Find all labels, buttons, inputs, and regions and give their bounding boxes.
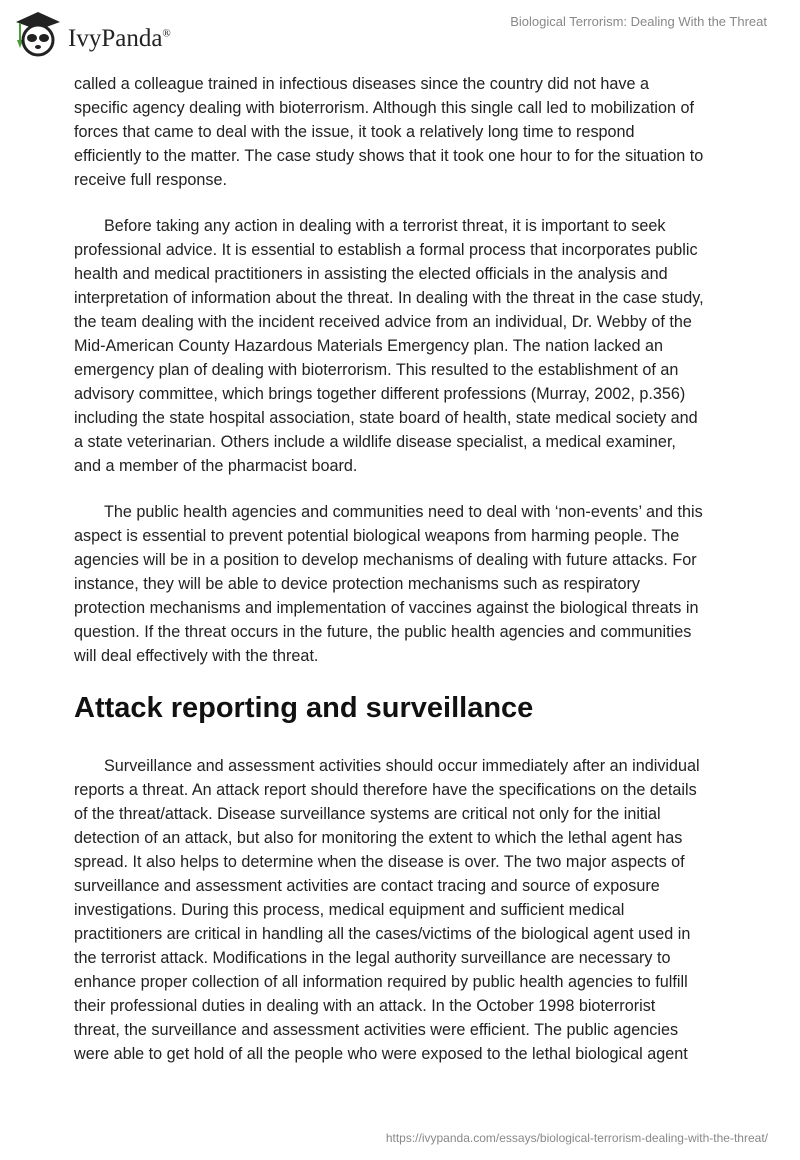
text-line: aspect is essential to prevent potential biological weapons from harming people. The — [74, 527, 680, 545]
text-line: Mid-American County Hazardous Materials Emergency plan. The nation lacked an — [74, 337, 664, 355]
text-line: emergency plan of dealing with bioterrorism. This resulted to the establishment of an — [74, 361, 679, 379]
text-line: and a member of the pharmacist board. — [74, 457, 358, 475]
section-heading: Attack reporting and surveillance — [74, 692, 534, 724]
text-line: spread. It also helps to determine when the disease is over. The two major aspects of — [74, 853, 685, 871]
text-line: advisory committee, which brings together different professions (Murray, 2002, p.356) — [74, 385, 686, 403]
paragraph — [74, 214, 754, 478]
ivypanda-logo[interactable] — [12, 8, 171, 58]
text-line: the team dealing with the incident received advice from an individual, Dr. Webby of the — [74, 313, 692, 331]
essay-content — [74, 72, 754, 1088]
text-line: interpretation of information about the threat. In dealing with the threat in the case study, — [74, 289, 704, 307]
paragraph — [74, 72, 754, 192]
text-line: surveillance and assessment activities are contact tracing and source of exposure — [74, 877, 660, 895]
text-line: receive full response. — [74, 171, 227, 189]
text-line: the terrorist attack. Modifications in the legal authority surveillance are necessary to — [74, 949, 671, 967]
panda-graduate-icon — [12, 8, 62, 58]
text-line: will deal effectively with the threat. — [74, 647, 319, 665]
source-url-link[interactable]: https://ivypanda.com/essays/biological-terrorism-dealing-with-the-threat/ — [385, 1131, 768, 1145]
text-line: health and medical practitioners in assisting the elected officials in the analysis and — [74, 265, 668, 283]
text-line: forces that came to deal with the issue, it took a relatively long time to respond — [74, 123, 635, 141]
text-line: were able to get hold of all the people who were exposed to the lethal biological agent — [74, 1045, 688, 1063]
text-line: investigations. During this process, medical equipment and sufficient medical — [74, 901, 625, 919]
text-line: agencies will be in a position to develop mechanisms of dealing with future attacks. For — [74, 551, 697, 569]
text-line: including the state hospital association, state board of health, state medical society and — [74, 409, 698, 427]
text-line: The public health agencies and communities need to deal with ‘non-events’ and this — [104, 503, 703, 521]
text-line: Surveillance and assessment activities should occur immediately after an individual — [104, 757, 700, 775]
text-line: Before taking any action in dealing with a terrorist threat, it is important to seek — [104, 217, 666, 235]
text-line: protection mechanisms and implementation of vaccines against the biological threats in — [74, 599, 699, 617]
text-line: reports a threat. An attack report should therefore have the specifications on the details — [74, 781, 697, 799]
brand-name: IvyPanda — [68, 25, 163, 52]
text-line: specific agency dealing with bioterrorism. Although this single call led to mobilization of — [74, 99, 694, 117]
text-line: professional advice. It is essential to establish a formal process that incorporates public — [74, 241, 698, 259]
text-line: their professional duties in dealing with an attack. In the October 1998 bioterrorist — [74, 997, 656, 1015]
text-line: detection of an attack, but also for monitoring the extent to which the lethal agent has — [74, 829, 683, 847]
text-line: called a colleague trained in infectious diseases since the country did not have a — [74, 75, 650, 93]
text-line: a state veterinarian. Others include a wildlife disease specialist, a medical examiner, — [74, 433, 676, 451]
paragraph — [74, 754, 754, 1066]
registered-mark: ® — [162, 27, 171, 40]
text-line: of the threat/attack. Disease surveillance systems are critical not only for the initial — [74, 805, 661, 823]
text-line: question. If the threat occurs in the future, the public health agencies and communities — [74, 623, 692, 641]
paragraph — [74, 500, 754, 668]
text-line: practitioners are critical in handling all the cases/victims of the biological agent used in — [74, 925, 691, 943]
text-line: threat, the surveillance and assessment activities were efficient. The public agencies — [74, 1021, 679, 1039]
text-line: efficiently to the matter. The case study shows that it took one hour to for the situation to — [74, 147, 704, 165]
text-line: enhance proper collection of all information required by public health agencies to fulfill — [74, 973, 688, 991]
document-title: Biological Terrorism: Dealing With the Threat — [510, 14, 767, 29]
text-line: instance, they will be able to device protection mechanisms such as respiratory — [74, 575, 640, 593]
